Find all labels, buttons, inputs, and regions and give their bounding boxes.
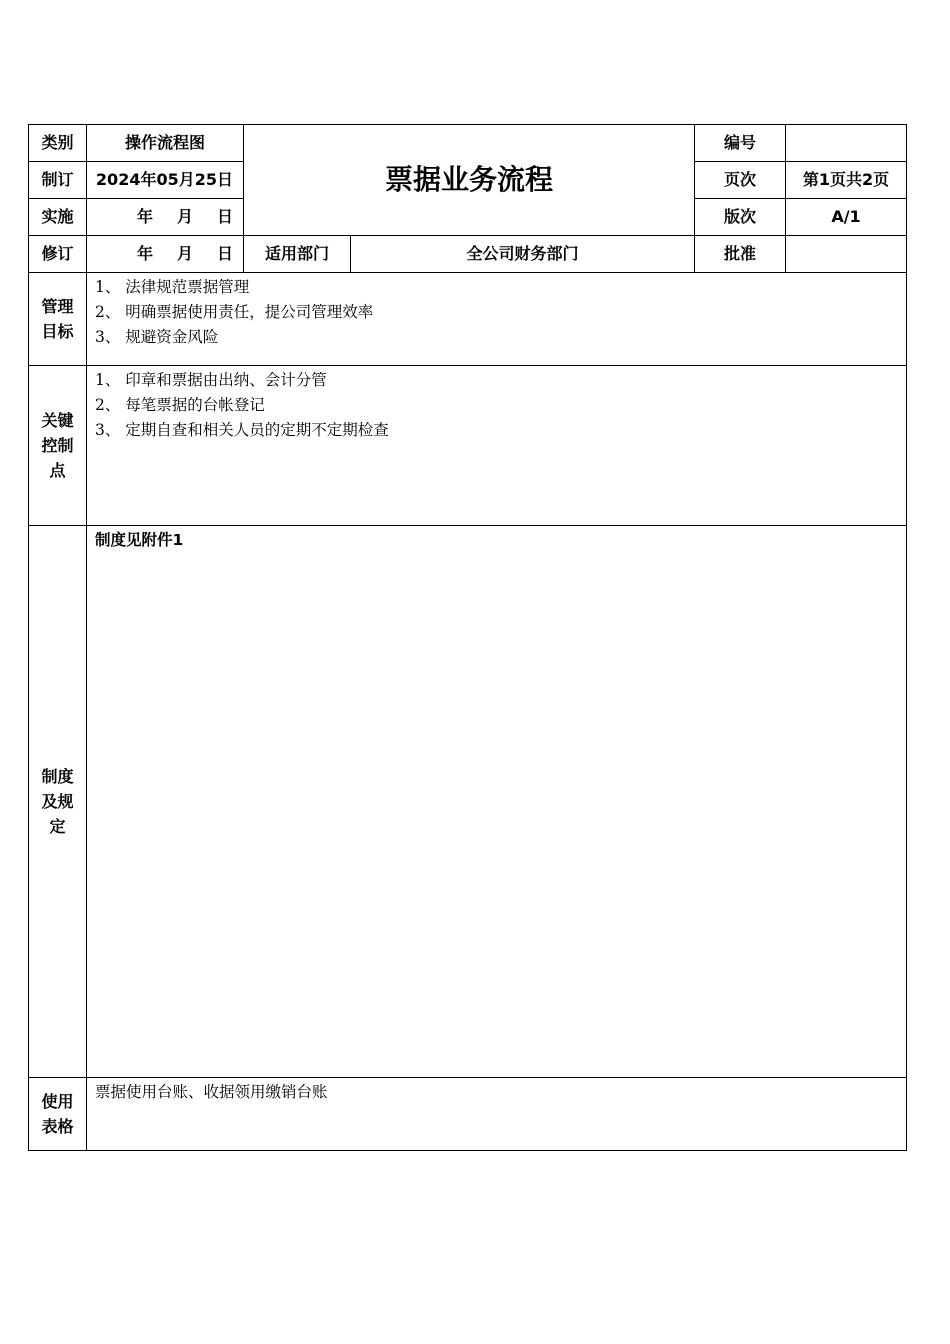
process-form-table (28, 124, 907, 1151)
control-item: 2、 每笔票据的台帐登记 (95, 396, 265, 414)
revise-label: 修订 (29, 236, 87, 273)
goals-label-line: 管理 (41, 297, 74, 316)
forms-content (87, 1078, 907, 1151)
implement-year: 年 (136, 207, 153, 226)
number-value (786, 125, 907, 162)
approve-label: 批准 (695, 236, 786, 273)
goals-content (87, 273, 907, 366)
approve-value (786, 236, 907, 273)
controls-label-line: 控制 (41, 436, 74, 455)
implement-month: 月 (176, 207, 193, 226)
implement-day: 日 (216, 207, 233, 226)
version-label: 版次 (695, 199, 786, 236)
dept-label: 适用部门 (244, 236, 351, 273)
goal-item: 1、 法律规范票据管理 (95, 278, 250, 296)
rules-text: 制度见附件1 (95, 531, 184, 549)
category-value: 操作流程图 (87, 125, 244, 162)
page-value: 第1页共2页 (786, 162, 907, 199)
revise-year: 年 (136, 244, 153, 263)
draft-date: 2024年05月25日 (87, 162, 244, 199)
forms-text: 票据使用台账、收据领用缴销台账 (95, 1083, 328, 1101)
goal-item: 2、 明确票据使用责任，提公司管理效率 (95, 303, 374, 321)
revise-date (87, 236, 244, 273)
rules-label-line: 及规 (41, 792, 74, 811)
forms-label-line: 表格 (41, 1117, 74, 1136)
goal-item: 3、 规避资金风险 (95, 328, 219, 346)
goals-label-line: 目标 (41, 322, 74, 341)
category-label: 类别 (29, 125, 87, 162)
rules-label (29, 526, 87, 1078)
draft-label: 制订 (29, 162, 87, 199)
controls-label-line: 点 (49, 461, 66, 480)
rules-content (87, 526, 907, 1078)
revise-month: 月 (176, 244, 193, 263)
controls-label-line: 关键 (41, 411, 74, 430)
page-label: 页次 (695, 162, 786, 199)
document-title: 票据业务流程 (244, 125, 695, 236)
number-label: 编号 (695, 125, 786, 162)
forms-label-line: 使用 (41, 1092, 74, 1111)
implement-date (87, 199, 244, 236)
control-item: 3、 定期自查和相关人员的定期不定期检查 (95, 421, 389, 439)
rules-label-line: 定 (49, 817, 66, 836)
implement-label: 实施 (29, 199, 87, 236)
revise-day: 日 (216, 244, 233, 263)
forms-label (29, 1078, 87, 1151)
version-value: A/1 (786, 199, 907, 236)
controls-label (29, 366, 87, 526)
control-item: 1、 印章和票据由出纳、会计分管 (95, 371, 327, 389)
dept-value: 全公司财务部门 (351, 236, 695, 273)
rules-label-line: 制度 (41, 767, 74, 786)
goals-label (29, 273, 87, 366)
controls-content (87, 366, 907, 526)
